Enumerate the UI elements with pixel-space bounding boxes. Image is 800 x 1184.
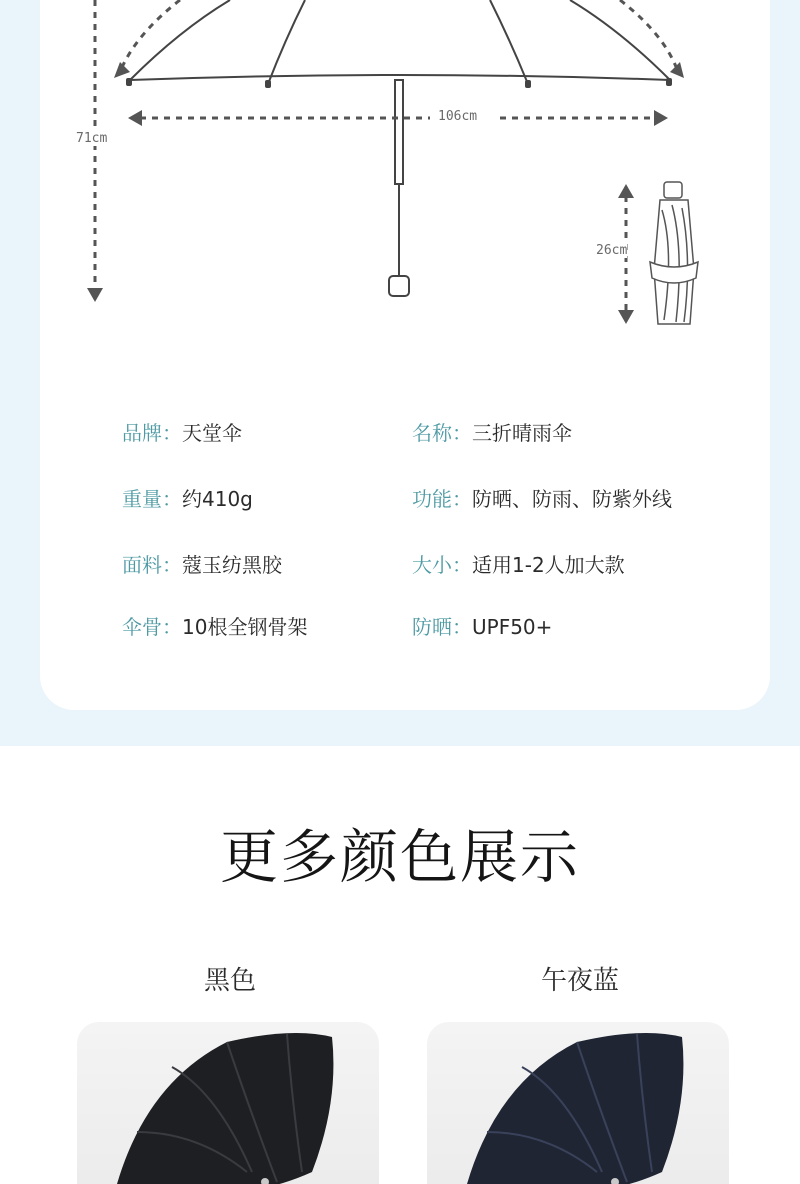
spec-brand: 品牌：天堂伞 — [122, 421, 242, 445]
umbrella-shaft-top — [395, 80, 403, 184]
color-label-black: 黑色 — [203, 966, 256, 996]
canopy-ribs — [130, 0, 670, 84]
folded-height-label: 26cm — [596, 243, 628, 258]
product-photo-midnight-blue[interactable] — [427, 1022, 729, 1184]
spec-name: 名称：三折晴雨伞 — [412, 421, 572, 445]
spec-fabric: 面料：蔻玉纺黑胶 — [122, 553, 282, 577]
height-dimension-label: 71cm — [76, 131, 108, 146]
width-dimension-label: 106cm — [438, 109, 478, 124]
color-label-midnight-blue: 午夜蓝 — [540, 966, 619, 996]
product-photo-black[interactable] — [77, 1022, 379, 1184]
umbrella-dimension-diagram — [0, 0, 800, 340]
umbrella-black-image — [77, 1022, 379, 1184]
folded-umbrella — [650, 182, 698, 324]
spec-uv: 防晒：UPF50+ — [412, 615, 553, 639]
spec-ribs: 伞骨：10根全钢骨架 — [122, 615, 308, 639]
spec-weight: 重量：约410g — [122, 487, 253, 511]
umbrella-handle — [389, 276, 409, 296]
section-title: 更多颜色展示 — [219, 823, 580, 891]
spec-function: 功能：防晒、防雨、防紫外线 — [412, 487, 672, 511]
umbrella-midnight-blue-image — [427, 1022, 729, 1184]
spec-size: 大小：适用1-2人加大款 — [412, 553, 625, 577]
